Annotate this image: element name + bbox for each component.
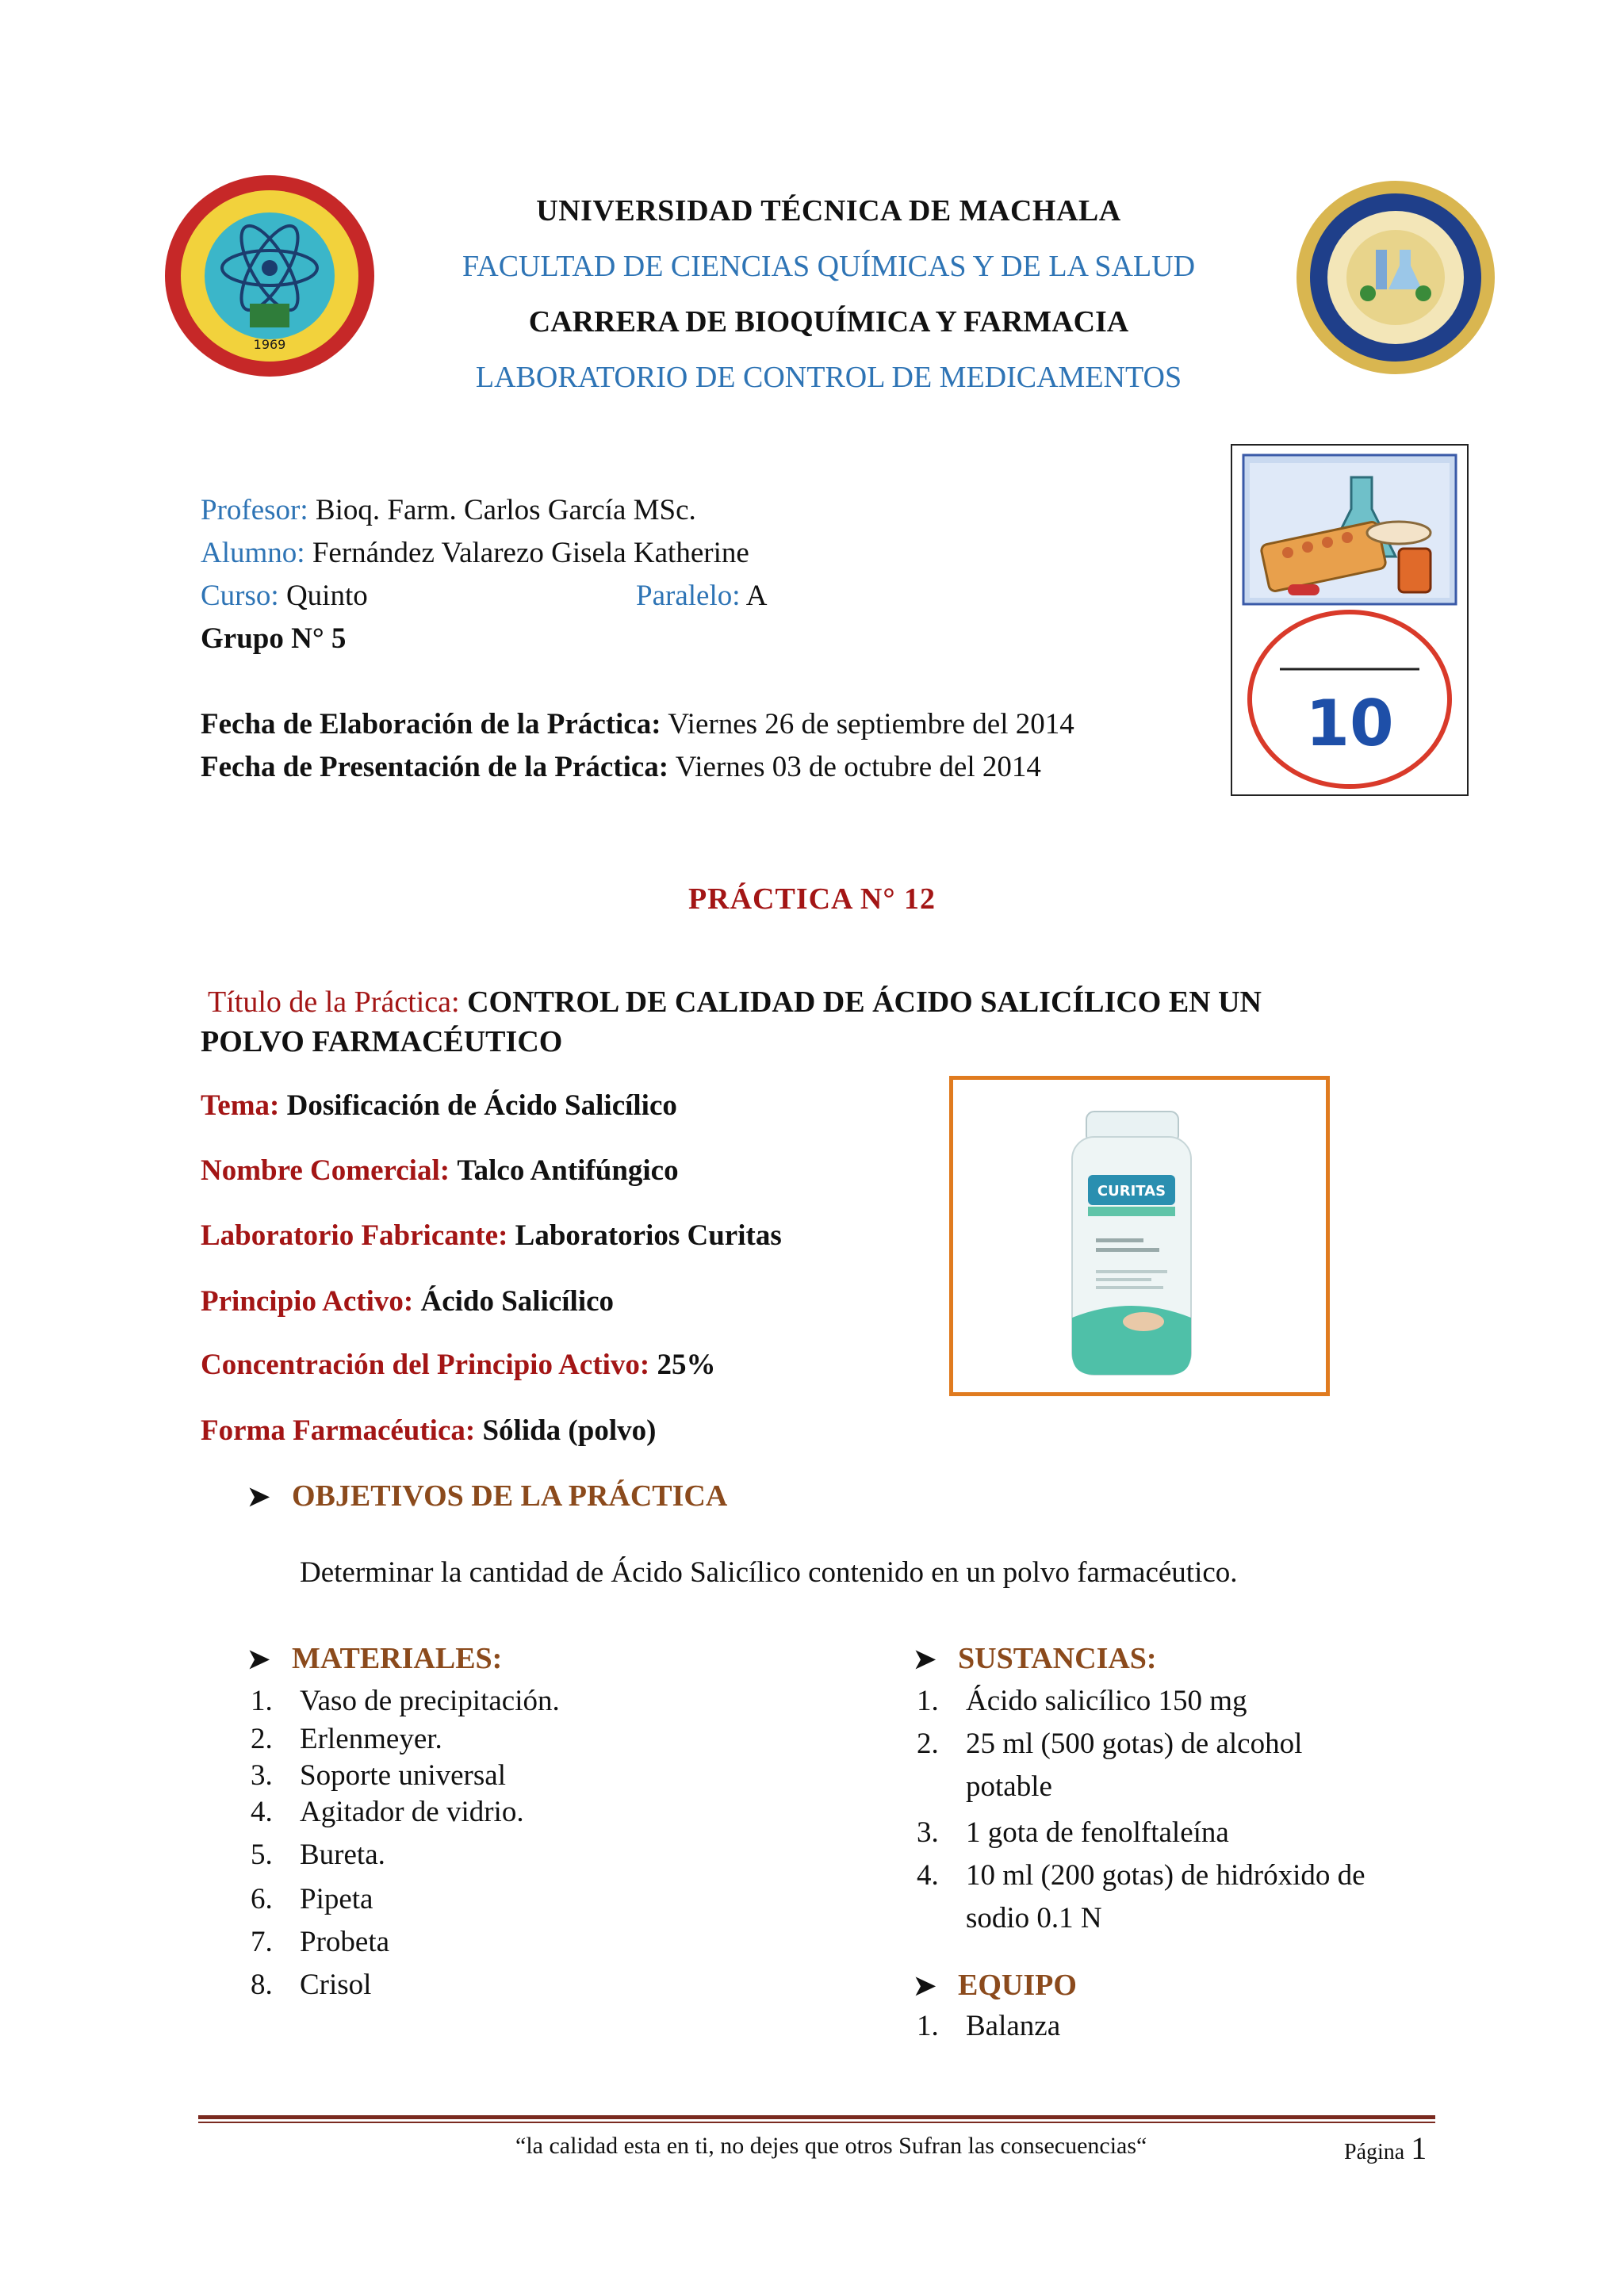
alumno-line: [201, 536, 749, 570]
tema-value: Dosificación de Ácido Salicílico: [286, 1089, 677, 1122]
concentracion-field: [201, 1348, 716, 1382]
fecha-presentacion-label: Fecha de Presentación de la Práctica:: [201, 751, 669, 783]
faculty-logo: [1289, 174, 1503, 381]
arrow-bullet-icon: ➤: [914, 1645, 936, 1674]
powder-bottle-image: [953, 1080, 1326, 1392]
list-item-continuation: sodio 0.1 N: [966, 1902, 1102, 1934]
list-item: 5. Bureta.: [251, 1839, 385, 1871]
career-name: CARRERA DE BIOQUÍMICA Y FARMACIA: [528, 305, 1129, 339]
list-item: 6. Pipeta: [251, 1883, 373, 1915]
fecha-elaboracion-value: Viernes 26 de septiembre del 2014: [668, 708, 1074, 740]
university-logo: [163, 173, 377, 379]
paralelo-line: [636, 579, 767, 613]
lab-name: LABORATORIO DE CONTROL DE MEDICAMENTOS: [475, 361, 1182, 394]
list-item: 4. Agitador de vidrio.: [251, 1796, 524, 1828]
list-item-continuation: potable: [966, 1770, 1052, 1803]
alumno-value: Fernández Valarezo Gisela Katherine: [312, 537, 749, 569]
list-item: 1. Balanza: [917, 2010, 1061, 2042]
profesor-label: Profesor:: [201, 494, 308, 526]
paralelo-value: A: [745, 580, 768, 612]
curso-label: Curso:: [201, 580, 279, 612]
laboratorio-label: Laboratorio Fabricante:: [201, 1219, 508, 1252]
curso-line: [201, 579, 368, 613]
principio-activo-label: Principio Activo:: [201, 1285, 414, 1318]
nombre-comercial-field: [201, 1154, 679, 1188]
practice-title-value-1: CONTROL DE CALIDAD DE ÁCIDO SALICÍLICO EN UN: [467, 985, 1262, 1019]
materiales-heading: ➤ MATERIALES:: [247, 1642, 503, 1675]
curso-value: Quinto: [285, 580, 368, 612]
tema-field: [201, 1089, 677, 1123]
footer-quote: “la calidad esta en ti, no dejes que otros Sufran las consecuencias“: [515, 2133, 1147, 2159]
list-item: 3. Soporte universal: [251, 1759, 506, 1792]
practice-number: PRÁCTICA N° 12: [688, 882, 936, 916]
grupo-line: Grupo N° 5: [201, 622, 347, 655]
nombre-comercial-label: Nombre Comercial:: [201, 1154, 450, 1187]
objetivos-heading: ➤ OBJETIVOS DE LA PRÁCTICA: [247, 1479, 728, 1513]
principio-activo-field: [201, 1284, 614, 1318]
product-brand: CURITAS: [1097, 1183, 1166, 1200]
laboratorio-field: [201, 1219, 782, 1253]
concentracion-label: Concentración del Principio Activo:: [201, 1349, 650, 1381]
product-image-frame: [949, 1076, 1330, 1396]
laboratorio-value: Laboratorios Curitas: [515, 1219, 782, 1252]
paralelo-label: Paralelo:: [636, 580, 741, 612]
list-item: 8. Crisol: [251, 1969, 372, 2001]
practice-title-line2: POLVO FARMACÉUTICO: [201, 1025, 563, 1058]
profesor-value: Bioq. Farm. Carlos García MSc.: [315, 494, 696, 526]
fecha-presentacion-value: Viernes 03 de octubre del 2014: [675, 751, 1041, 783]
fecha-elaboracion: [201, 707, 1074, 741]
page-number: [1344, 2130, 1427, 2167]
concentracion-value: 25%: [657, 1349, 716, 1381]
fecha-elaboracion-label: Fecha de Elaboración de la Práctica:: [201, 708, 661, 740]
list-item: 1. Vaso de precipitación.: [251, 1685, 560, 1717]
fecha-presentacion: [201, 750, 1041, 784]
list-item: 4. 10 ml (200 gotas) de hidróxido de: [917, 1859, 1365, 1892]
forma-farmaceutica-value: Sólida (polvo): [482, 1414, 657, 1447]
nombre-comercial-value: Talco Antifúngico: [457, 1154, 679, 1187]
principio-activo-value: Ácido Salicílico: [420, 1285, 615, 1318]
pharmacy-illustration: [1232, 446, 1467, 794]
list-item: 2. Erlenmeyer.: [251, 1723, 442, 1755]
objetivos-text: Determinar la cantidad de Ácido Salicílico contenido en un polvo farmacéutico.: [300, 1556, 1238, 1589]
page-label: Página: [1344, 2140, 1405, 2164]
arrow-bullet-icon: ➤: [914, 1972, 936, 2001]
forma-farmaceutica-label: Forma Farmacéutica:: [201, 1414, 476, 1447]
list-item: 3. 1 gota de fenolftaleína: [917, 1816, 1229, 1849]
list-item: 7. Probeta: [251, 1926, 390, 1958]
equipo-heading: ➤ EQUIPO: [914, 1969, 1077, 2002]
list-item: 1. Ácido salicílico 150 mg: [917, 1685, 1247, 1717]
arrow-bullet-icon: ➤: [247, 1645, 270, 1674]
university-name: UNIVERSIDAD TÉCNICA DE MACHALA: [536, 194, 1121, 228]
footer-divider-thin: [198, 2122, 1435, 2123]
grade-value: 10: [1305, 687, 1394, 760]
list-item: 2. 25 ml (500 gotas) de alcohol: [917, 1728, 1303, 1760]
alumno-label: Alumno:: [201, 537, 305, 569]
sustancias-heading: ➤ SUSTANCIAS:: [914, 1642, 1157, 1675]
forma-farmaceutica-field: [201, 1414, 656, 1448]
footer-divider: [198, 2115, 1435, 2119]
practice-title-line1: [208, 985, 1262, 1020]
svg-text:1969: 1969: [253, 337, 286, 352]
profesor-line: [201, 493, 696, 527]
faculty-name: FACULTAD DE CIENCIAS QUÍMICAS Y DE LA SALUD: [462, 250, 1196, 283]
grade-box: [1231, 444, 1469, 796]
tema-label: Tema:: [201, 1089, 280, 1122]
arrow-bullet-icon: ➤: [247, 1483, 270, 1512]
page-number-value: 1: [1411, 2130, 1427, 2166]
practice-title-label: Título de la Práctica:: [208, 985, 460, 1019]
